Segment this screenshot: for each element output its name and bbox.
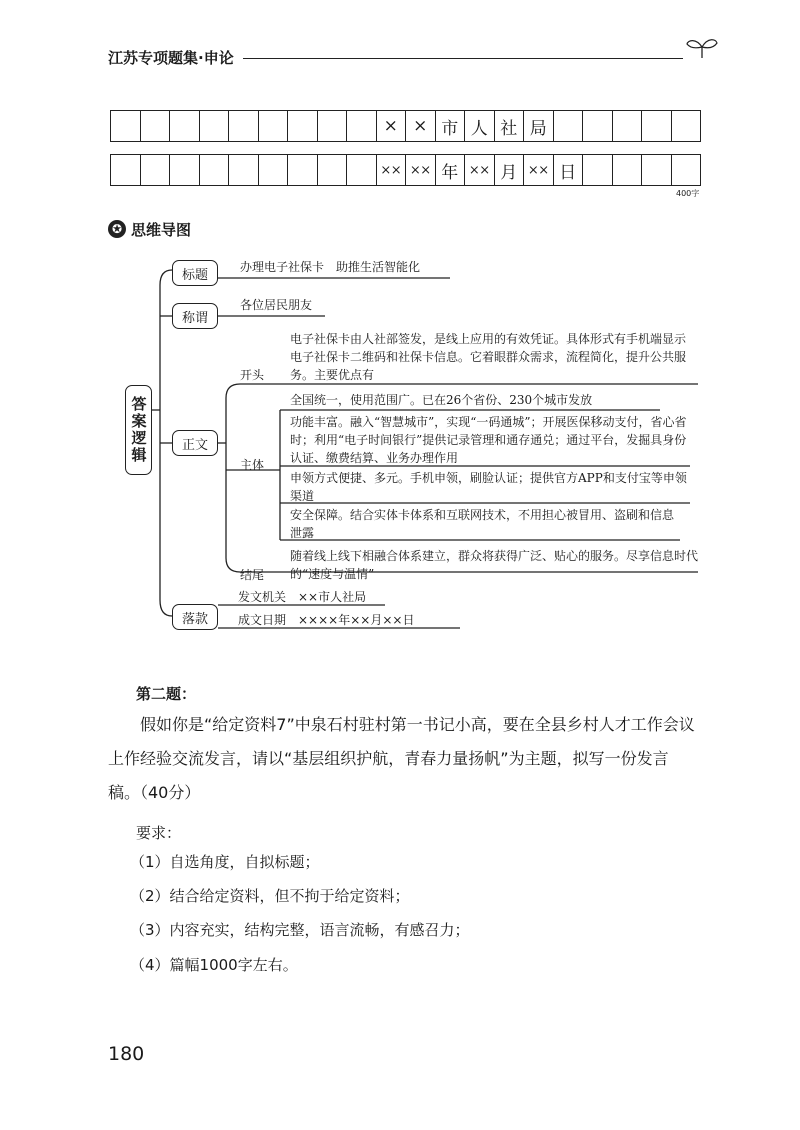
section-badge-icon: ✪ [108, 220, 126, 238]
grid-cell: × [377, 111, 407, 141]
grid-cell: 年 [436, 155, 466, 185]
main-point: 全国统一，使用范围广。已在26个省份、230个城市发放 [290, 393, 593, 407]
main-point: 安全保障。结合实体卡体系和互联网技术，不用担心被冒用、盗刷和信息泄露 [290, 508, 675, 540]
page-number: 180 [108, 1043, 145, 1065]
title-text: 办理电子社保卡 助推生活智能化 [240, 260, 421, 274]
requirement-item: （1）自选角度，自拟标题； [130, 853, 320, 871]
mindmap-section-title: 思维导图 [131, 221, 192, 239]
ending-label: 结尾 [240, 568, 265, 582]
grid-cell: ×× [406, 155, 436, 185]
grid-cell: 局 [524, 111, 554, 141]
opening-label: 开头 [240, 368, 265, 382]
question-prompt: 假如你是“给定资料7”中泉石村驻村第一书记小高，要在全县乡村人才工作会议上作经验交流发言，请以“基层组织护航，青春力量扬帆”为主题，拟写一份发言稿。（40分） [108, 715, 695, 802]
grid-cell: 日 [554, 155, 584, 185]
requirement-item: （3）内容充实，结构完整，语言流畅，有感召力； [130, 921, 470, 939]
main-point: 功能丰富。融入“智慧城市”，实现“一码通城”；开展医保移动支付，省心省时；利用“电子时间银行”提供记录管理和通存通兑；通过平台，发掘具身份认证、缴费结算、业务办理作用 [290, 415, 687, 465]
grid-cell: ×× [524, 155, 554, 185]
root-label: 答案逻辑 [129, 396, 148, 464]
date-text: 成文日期 ××××年××月××日 [238, 613, 415, 627]
opening-text: 电子社保卡由人社部签发，是线上应用的有效凭证。具体形式有手机端显示电子社保卡二维码和社保卡信息。它着眼群众需求，流程简化，提升公共服务。主要优点有 [290, 332, 687, 382]
signature-label-box: 落款 [172, 604, 218, 630]
main-label: 主体 [240, 458, 265, 472]
issuer-text: 发文机关 ××市人社局 [238, 590, 367, 604]
main-point: 申领方式便捷、多元。手机申领，刷脸认证；提供官方APP和支付宝等申领渠道 [290, 471, 687, 503]
requirement-item: （4）篇幅1000字左右。 [130, 956, 298, 974]
running-header-title: 江苏专项题集·申论 [108, 49, 234, 67]
grid-cell: ×× [377, 155, 407, 185]
grid-cell: × [406, 111, 436, 141]
word-count-label: 400字 [676, 189, 700, 198]
requirements-label: 要求： [136, 824, 182, 842]
grid-cell: ×× [465, 155, 495, 185]
question-title: 第二题： [136, 685, 197, 703]
salutation-label-box: 称谓 [172, 303, 218, 329]
grid-cell: 人 [465, 111, 495, 141]
salutation-text: 各位居民朋友 [240, 298, 313, 312]
mindmap-root-box [125, 385, 152, 475]
title-label-box: 标题 [172, 260, 218, 286]
ending-text: 随着线上线下相融合体系建立，群众将获得广泛、贴心的服务。尽享信息时代的“速度与温情” [290, 549, 699, 581]
grid-cell: 社 [495, 111, 525, 141]
grid-cell: 市 [436, 111, 466, 141]
grid-cell: 月 [495, 155, 525, 185]
body-label-box: 正文 [172, 430, 218, 456]
requirement-item: （2）结合给定资料，但不拘于给定资料； [130, 887, 410, 905]
